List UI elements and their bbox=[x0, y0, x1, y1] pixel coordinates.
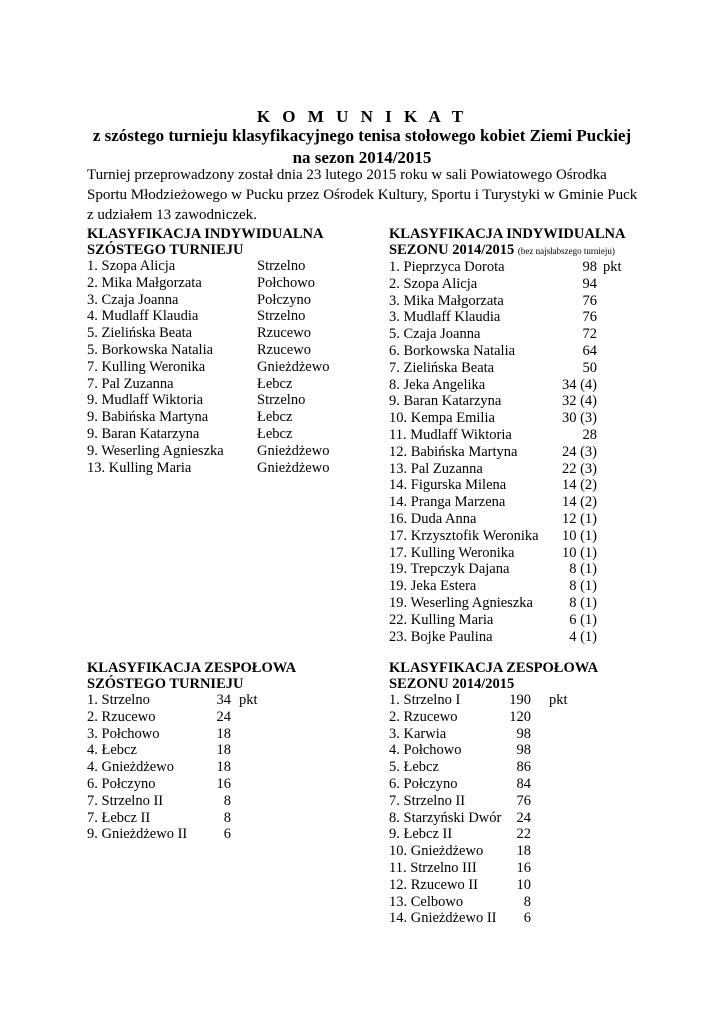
list-item bbox=[87, 342, 367, 359]
player-name: 17. Kulling Weronika bbox=[389, 544, 515, 561]
list-item bbox=[389, 709, 689, 726]
list-item bbox=[389, 393, 689, 410]
list-item bbox=[389, 692, 689, 709]
list-item bbox=[389, 427, 689, 444]
club-name: Połczyno bbox=[257, 291, 311, 308]
player-name: 7. Kulling Weronika bbox=[87, 358, 206, 375]
player-name: 22. Kulling Maria bbox=[389, 611, 494, 628]
player-name: 5. Zielińska Beata bbox=[87, 325, 193, 342]
player-name: 9. Babińska Martyna bbox=[87, 409, 209, 426]
points-value: 8 (1) bbox=[569, 594, 597, 611]
section-subheading: SEZONU 2014/2015 bbox=[389, 676, 515, 692]
points-value: 22 bbox=[516, 826, 531, 843]
section-heading: KLASYFIKACJA ZESPOŁOWA bbox=[87, 660, 297, 676]
list-item bbox=[87, 776, 367, 793]
team-name: 9. Łebcz II bbox=[389, 826, 453, 843]
points-unit: pkt bbox=[549, 692, 568, 708]
list-item bbox=[389, 326, 689, 343]
points-value: 10 (1) bbox=[561, 544, 597, 561]
list-item bbox=[389, 276, 689, 293]
club-name: Łebcz bbox=[257, 425, 293, 442]
points-value: 84 bbox=[516, 775, 531, 792]
team-name: 3. Połchowo bbox=[87, 725, 160, 742]
list-item bbox=[87, 726, 367, 743]
team-name: 3. Karwia bbox=[389, 725, 447, 742]
player-name: 19. Weserling Agnieszka bbox=[389, 594, 533, 611]
list-item bbox=[87, 325, 367, 342]
list-item bbox=[87, 359, 367, 376]
player-name: 4. Mudlaff Klaudia bbox=[87, 308, 199, 325]
club-name: Strzelno bbox=[257, 308, 306, 325]
points-value: 86 bbox=[516, 759, 531, 776]
player-name: 1. Pieprzyca Dorota bbox=[389, 259, 505, 275]
club-name: Gnieżdżewo bbox=[257, 459, 330, 476]
player-name: 9. Baran Katarzyna bbox=[389, 393, 502, 410]
points-value: 120 bbox=[509, 708, 531, 725]
team-season-section bbox=[389, 660, 689, 927]
points-value: 64 bbox=[582, 342, 597, 359]
list-item bbox=[87, 742, 367, 759]
list-item bbox=[389, 877, 689, 894]
list-item bbox=[87, 709, 367, 726]
player-name: 12. Babińska Martyna bbox=[389, 443, 518, 460]
points-value: 18 bbox=[216, 725, 231, 742]
club-name: Strzelno bbox=[257, 258, 306, 274]
points-value: 12 (1) bbox=[561, 510, 597, 527]
season-heading: na sezon 2014/2015 bbox=[292, 148, 432, 167]
team-name: 4. Łebcz bbox=[87, 742, 137, 759]
player-name: 19. Jeka Estera bbox=[389, 578, 477, 595]
list-item bbox=[389, 726, 689, 743]
list-item bbox=[389, 309, 689, 326]
points-value: 18 bbox=[516, 843, 531, 860]
list-item bbox=[389, 810, 689, 827]
player-name: 10. Kempa Emilia bbox=[389, 410, 495, 427]
points-value: 8 bbox=[223, 809, 231, 826]
team-name: 9. Gnieżdżewo II bbox=[87, 826, 188, 843]
player-name: 7. Zielińska Beata bbox=[389, 359, 495, 376]
club-name: Łebcz bbox=[257, 409, 293, 426]
club-name: Rzucewo bbox=[257, 341, 311, 358]
list-item bbox=[389, 826, 689, 843]
list-item bbox=[87, 376, 367, 393]
player-name: 8. Jeka Angelika bbox=[389, 376, 486, 393]
player-name: 3. Mika Małgorzata bbox=[389, 292, 504, 309]
ranking-list bbox=[389, 259, 689, 645]
points-value: 94 bbox=[582, 275, 597, 292]
points-value: 190 bbox=[509, 692, 531, 708]
player-name: 11. Mudlaff Wiktoria bbox=[389, 426, 512, 443]
section-heading: KLASYFIKACJA INDYWIDUALNA bbox=[87, 226, 324, 242]
points-value: 76 bbox=[516, 792, 531, 809]
list-item bbox=[87, 275, 367, 292]
points-value: 50 bbox=[582, 359, 597, 376]
list-item bbox=[389, 578, 689, 595]
ranking-list bbox=[389, 692, 689, 927]
points-value: 16 bbox=[516, 859, 531, 876]
list-item bbox=[389, 759, 689, 776]
list-item bbox=[389, 259, 689, 276]
player-name: 13. Pal Zuzanna bbox=[389, 460, 483, 477]
list-item bbox=[389, 894, 689, 911]
team-name: 2. Rzucewo bbox=[389, 708, 458, 725]
points-value: 98 bbox=[582, 259, 597, 275]
player-name: 2. Szopa Alicja bbox=[389, 275, 478, 292]
player-name: 3. Mudlaff Klaudia bbox=[389, 309, 501, 326]
list-item bbox=[389, 477, 689, 494]
list-item bbox=[389, 793, 689, 810]
team-name: 6. Połczyno bbox=[389, 775, 458, 792]
points-value: 34 (4) bbox=[561, 376, 597, 393]
list-item bbox=[389, 511, 689, 528]
player-name: 7. Pal Zuzanna bbox=[87, 375, 174, 392]
club-name: Rzucewo bbox=[257, 325, 311, 342]
player-name: 9. Weserling Agnieszka bbox=[87, 442, 224, 459]
points-unit: pkt bbox=[603, 259, 622, 275]
list-item bbox=[389, 776, 689, 793]
player-name: 9. Mudlaff Wiktoria bbox=[87, 392, 204, 409]
list-item bbox=[389, 494, 689, 511]
list-item bbox=[389, 343, 689, 360]
section-subheading-text: SEZONU 2014/2015 bbox=[389, 242, 515, 258]
list-item bbox=[389, 293, 689, 310]
list-item bbox=[389, 629, 689, 646]
points-value: 30 (3) bbox=[561, 410, 597, 427]
list-item bbox=[87, 793, 367, 810]
points-value: 10 (1) bbox=[561, 527, 597, 544]
points-value: 76 bbox=[582, 309, 597, 326]
list-item bbox=[87, 460, 367, 477]
list-item bbox=[389, 843, 689, 860]
team-name: 1. Strzelno bbox=[87, 692, 150, 708]
ranking-list bbox=[87, 258, 367, 476]
team-name: 8. Starzyński Dwór bbox=[389, 809, 502, 826]
list-item bbox=[389, 860, 689, 877]
points-value: 16 bbox=[216, 775, 231, 792]
team-name: 4. Gnieżdżewo bbox=[87, 759, 174, 776]
player-name: 16. Duda Anna bbox=[389, 510, 477, 527]
points-value: 14 (2) bbox=[561, 494, 597, 511]
team-name: 13. Celbowo bbox=[389, 893, 464, 910]
intro-paragraph: Turniej przeprowadzony został dnia 23 lutego 2015 roku w sali Powiatowego Ośrodka Sportu Młodzieżowego w Pucku przez Ośrodek Kultury, Sportu i Turystyki w Gminie Puck z udziałem 13 zawodniczek. bbox=[87, 167, 638, 223]
individual-tournament-section bbox=[87, 226, 367, 476]
club-name: Strzelno bbox=[257, 392, 306, 409]
section-subheading: SZÓSTEGO TURNIEJU bbox=[87, 242, 244, 258]
section-subheading: SZÓSTEGO TURNIEJU bbox=[87, 676, 244, 692]
player-name: 19. Trepczyk Dajana bbox=[389, 561, 510, 578]
section-subheading bbox=[389, 242, 689, 259]
section-heading: KLASYFIKACJA INDYWIDUALNA bbox=[389, 226, 626, 242]
list-item bbox=[389, 612, 689, 629]
list-item bbox=[389, 377, 689, 394]
player-name: 17. Krzysztofik Weronika bbox=[389, 527, 539, 544]
ranking-list bbox=[87, 692, 367, 843]
points-value: 32 (4) bbox=[561, 393, 597, 410]
player-name: 6. Borkowska Natalia bbox=[389, 342, 516, 359]
player-name: 3. Czaja Joanna bbox=[87, 291, 179, 308]
list-item bbox=[87, 826, 367, 843]
club-name: Gnieżdżewo bbox=[257, 442, 330, 459]
points-value: 34 bbox=[216, 692, 231, 708]
individual-season-section bbox=[389, 226, 689, 645]
team-name: 7. Łebcz II bbox=[87, 809, 151, 826]
points-value: 10 bbox=[516, 876, 531, 893]
team-name: 2. Rzucewo bbox=[87, 708, 156, 725]
list-item bbox=[87, 759, 367, 776]
player-name: 14. Pranga Marzena bbox=[389, 494, 506, 511]
list-item bbox=[87, 292, 367, 309]
points-value: 22 (3) bbox=[561, 460, 597, 477]
list-item bbox=[389, 561, 689, 578]
team-name: 12. Rzucewo II bbox=[389, 876, 478, 893]
points-value: 72 bbox=[582, 326, 597, 343]
team-name: 7. Strzelno II bbox=[87, 792, 164, 809]
list-item bbox=[389, 444, 689, 461]
points-value: 4 (1) bbox=[569, 628, 597, 645]
player-name: 5. Czaja Joanna bbox=[389, 326, 481, 343]
team-name: 1. Strzelno I bbox=[389, 692, 461, 708]
document-title: K O M U N I K A T bbox=[256, 107, 468, 126]
points-value: 8 bbox=[523, 893, 531, 910]
points-value: 18 bbox=[216, 742, 231, 759]
team-tournament-section bbox=[87, 660, 367, 843]
team-name: 4. Połchowo bbox=[389, 742, 462, 759]
document-subtitle: z szóstego turnieju klasyfikacyjnego tenisa stołowego kobiet Ziemi Puckiej bbox=[92, 126, 632, 145]
list-item bbox=[389, 545, 689, 562]
team-name: 14. Gnieżdżewo II bbox=[389, 910, 497, 927]
points-value: 8 (1) bbox=[569, 561, 597, 578]
list-item bbox=[389, 742, 689, 759]
list-item bbox=[87, 409, 367, 426]
list-item bbox=[87, 426, 367, 443]
points-value: 98 bbox=[516, 725, 531, 742]
list-item bbox=[389, 595, 689, 612]
points-value: 24 bbox=[216, 708, 231, 725]
section-subheading-note: (bez najsłabszego turnieju) bbox=[517, 246, 615, 256]
player-name: 2. Mika Małgorzata bbox=[87, 274, 202, 291]
list-item bbox=[87, 692, 367, 709]
club-name: Połchowo bbox=[257, 274, 315, 291]
points-value: 28 bbox=[582, 426, 597, 443]
points-value: 18 bbox=[216, 759, 231, 776]
points-value: 6 (1) bbox=[569, 611, 597, 628]
team-name: 5. Łebcz bbox=[389, 759, 439, 776]
team-name: 6. Połczyno bbox=[87, 775, 156, 792]
list-item bbox=[389, 410, 689, 427]
points-value: 14 (2) bbox=[561, 477, 597, 494]
team-name: 7. Strzelno II bbox=[389, 792, 466, 809]
player-name: 5. Borkowska Natalia bbox=[87, 341, 214, 358]
club-name: Łebcz bbox=[257, 375, 293, 392]
points-unit: pkt bbox=[239, 692, 258, 708]
list-item bbox=[87, 308, 367, 325]
points-value: 6 bbox=[523, 910, 531, 927]
section-heading: KLASYFIKACJA ZESPOŁOWA bbox=[389, 660, 599, 676]
points-value: 98 bbox=[516, 742, 531, 759]
list-item bbox=[87, 392, 367, 409]
player-name: 1. Szopa Alicja bbox=[87, 258, 176, 274]
points-value: 6 bbox=[223, 826, 231, 843]
list-item bbox=[389, 461, 689, 478]
player-name: 13. Kulling Maria bbox=[87, 459, 192, 476]
player-name: 14. Figurska Milena bbox=[389, 477, 507, 494]
points-value: 24 (3) bbox=[561, 443, 597, 460]
team-name: 10. Gnieżdżewo bbox=[389, 843, 484, 860]
list-item bbox=[87, 810, 367, 827]
player-name: 23. Bojke Paulina bbox=[389, 628, 493, 645]
team-name: 11. Strzelno III bbox=[389, 859, 477, 876]
points-value: 8 (1) bbox=[569, 578, 597, 595]
points-value: 8 bbox=[223, 792, 231, 809]
list-item bbox=[87, 443, 367, 460]
list-item bbox=[389, 528, 689, 545]
player-name: 9. Baran Katarzyna bbox=[87, 425, 200, 442]
list-item bbox=[389, 910, 689, 927]
list-item bbox=[389, 360, 689, 377]
points-value: 76 bbox=[582, 292, 597, 309]
points-value: 24 bbox=[516, 809, 531, 826]
list-item bbox=[87, 258, 367, 275]
club-name: Gnieżdżewo bbox=[257, 358, 330, 375]
